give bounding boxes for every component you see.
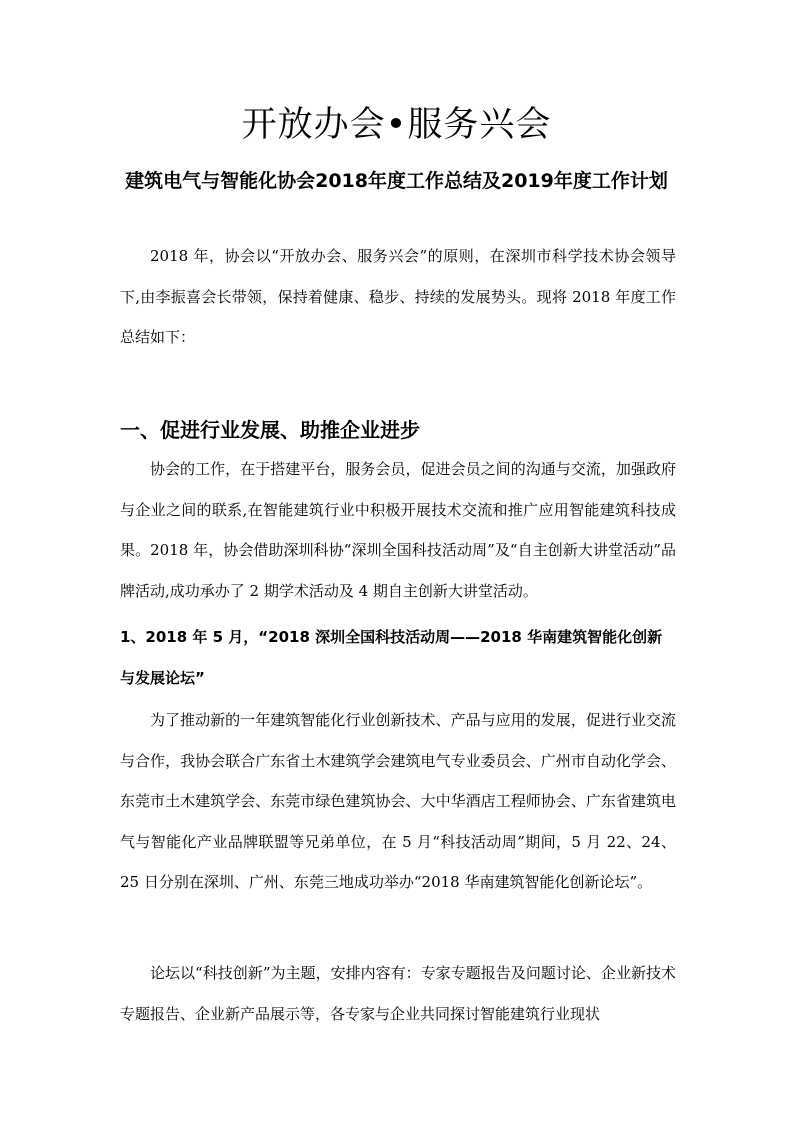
item1-paragraph-2: 论坛以“科技创新”为主题，安排内容有：专家专题报告及问题讨论、企业新技术专题报告、企业新产品展示等，各专家与企业共同探讨智能建筑行业现状 xyxy=(120,964,676,1023)
intro-paragraph: 2018 年，协会以“开放办会、服务兴会”的原则，在深圳市科学技术协会领导下,由李振喜会长带领，保持着健康、稳步、持续的发展势头。现将 2018 年度工作总结如下： xyxy=(120,247,676,346)
page-subtitle: 建筑电气与智能化协会2018年度工作总结及2019年度工作计划 xyxy=(125,170,668,192)
item1-paragraph-1: 为了推动新的一年建筑智能化行业创新技术、产品与应用的发展，促进行业交流与合作，我协会联合广东省土木建筑学会建筑电气专业委员会、广州市自动化学会、东莞市土木建筑学会、东莞市绿色建筑协会、大中华酒店工程师协会、广东省建筑电气与智能化产业品牌联盟等兄弟单位，在 5 月“科技活动周”期间，5 月 22、24、25 日分别在深圳、广州、东莞三地成功举办“2018 华南建筑智能化创新论坛”。 xyxy=(120,711,676,891)
section1-paragraph: 协会的工作，在于搭建平台，服务会员，促进会员之间的沟通与交流，加强政府与企业之间的联系,在智能建筑行业中积极开展技术交流和推广应用智能建筑科技成果。2018 年，协会借助深圳科协“深圳全国科技活动周”及“自主创新大讲堂活动”品牌活动,成功承办了 2 期学术活动及 4 期自主创新大讲堂活动。 xyxy=(120,460,676,600)
item1-heading: 1、2018 年 5 月，“2018 深圳全国科技活动周——2018 华南建筑智能化创新与发展论坛” xyxy=(120,628,663,687)
section-heading-1: 一、促进行业发展、助推企业进步 xyxy=(120,418,420,442)
page-title: 开放办会•服务兴会 xyxy=(241,105,552,145)
